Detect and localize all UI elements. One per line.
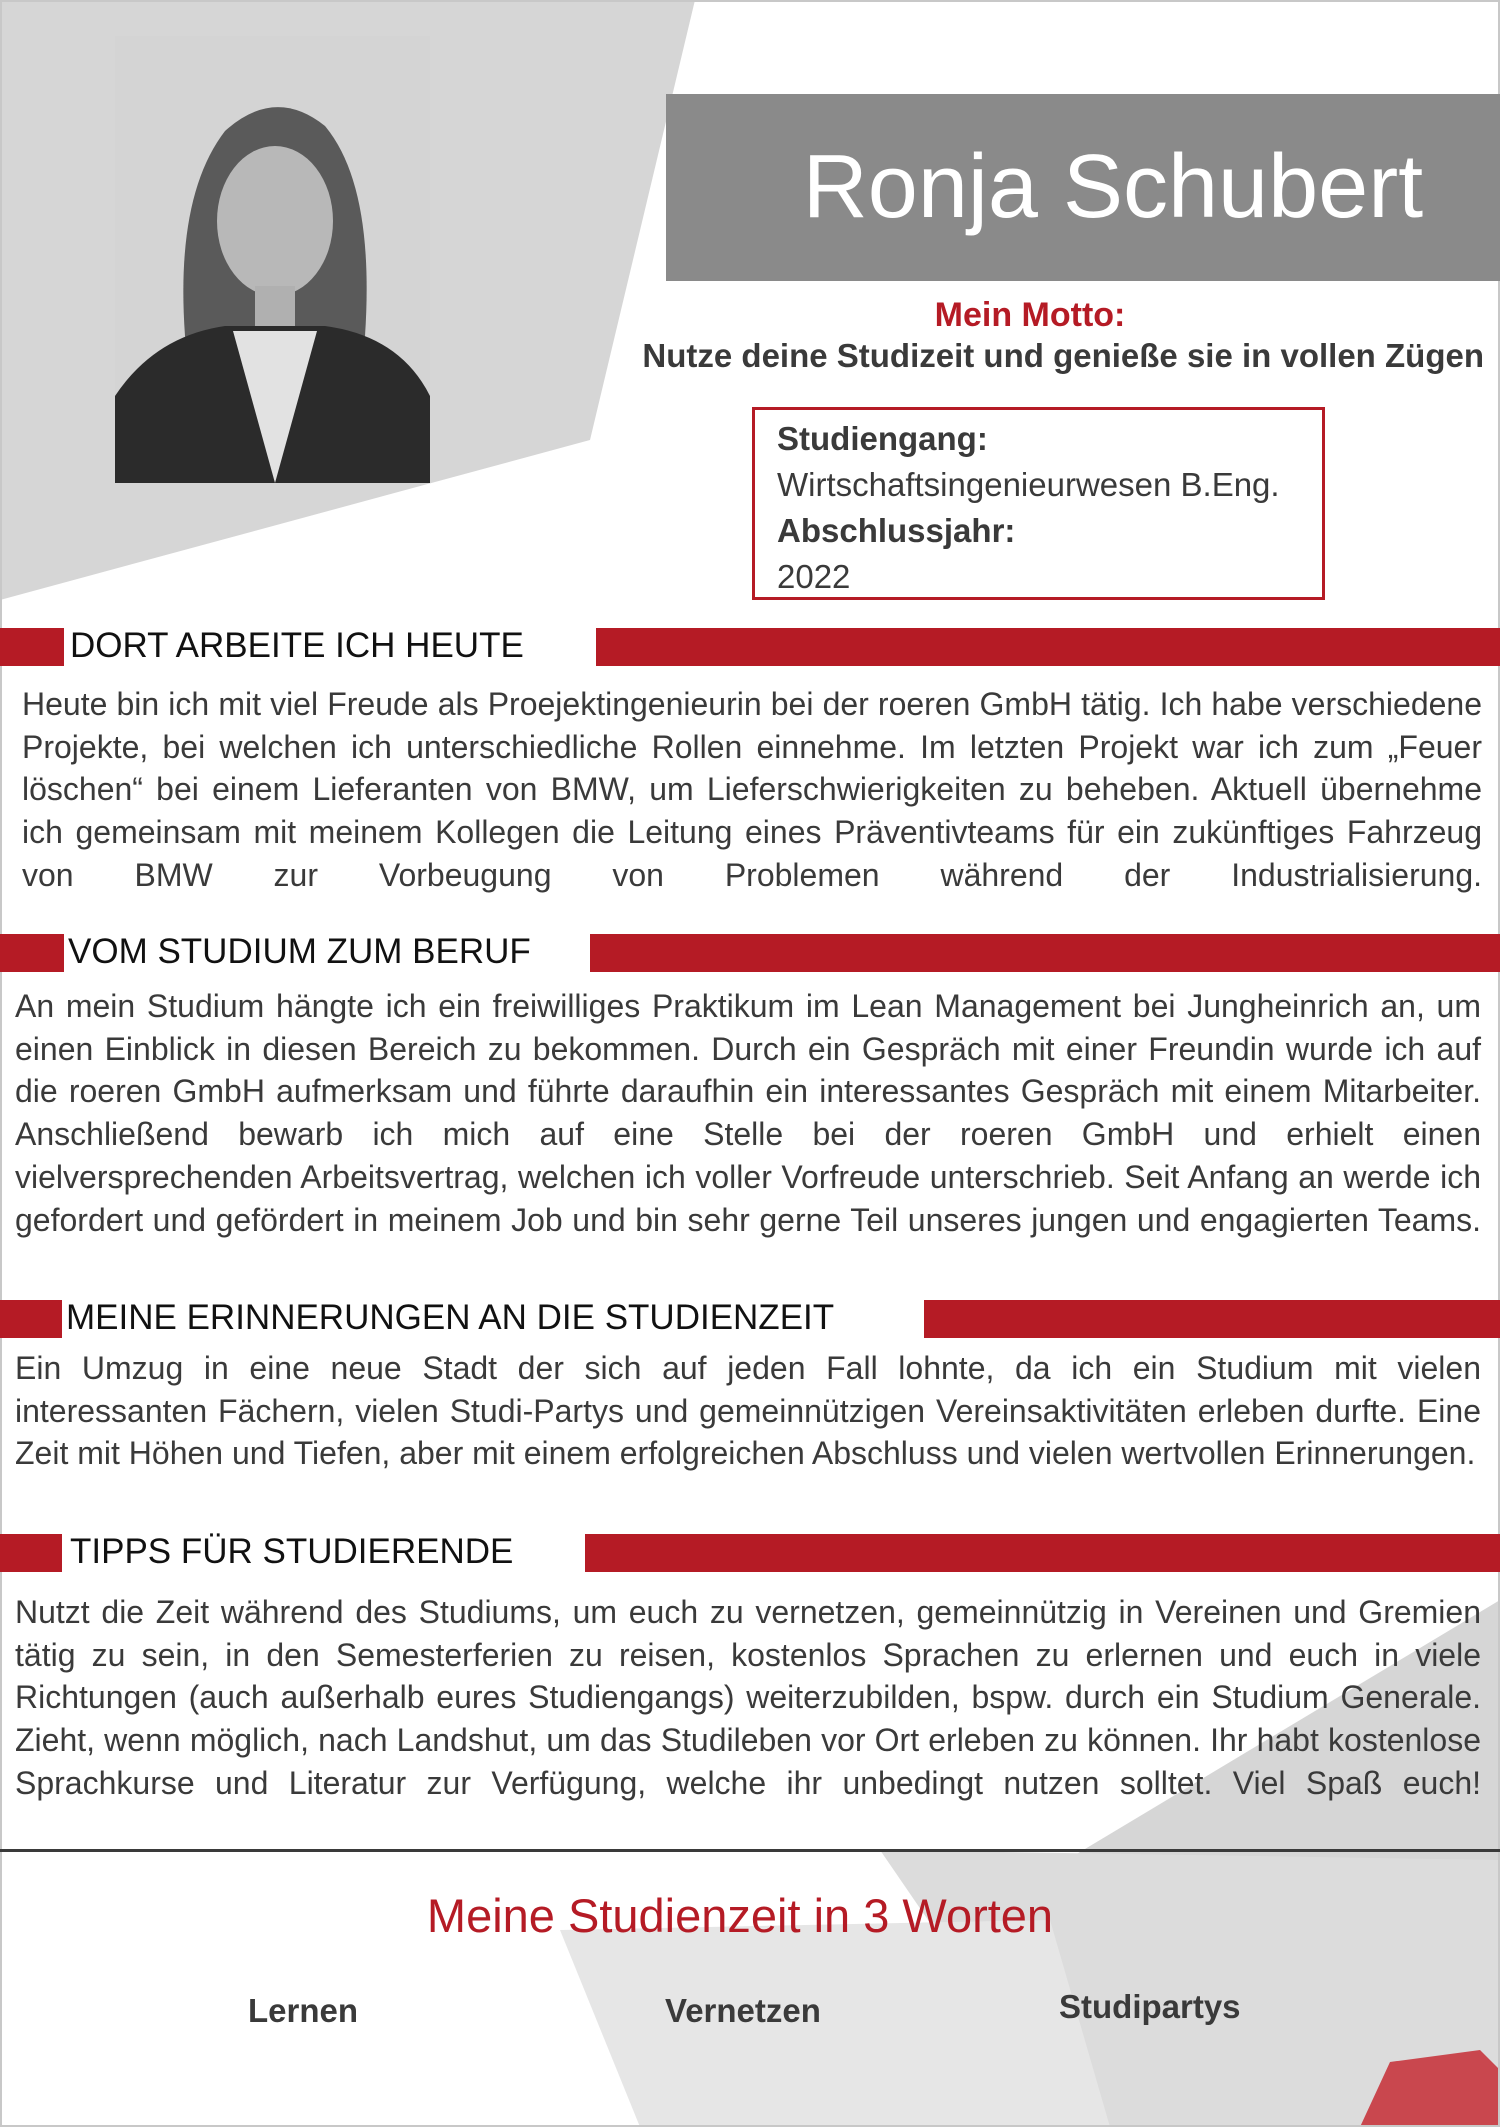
section-title: DORT ARBEITE ICH HEUTE xyxy=(70,626,524,665)
word-item: Studipartys xyxy=(1059,1988,1241,2025)
section-header-bar-left xyxy=(0,934,64,972)
section-title: VOM STUDIUM ZUM BERUF xyxy=(68,932,531,971)
name-banner xyxy=(666,94,1500,281)
motto-label: Mein Motto: xyxy=(934,296,1126,334)
section-header-bar-left xyxy=(0,1534,62,1572)
section-header-bar-right xyxy=(585,1534,1500,1572)
section-title: MEINE ERINNERUNGEN AN DIE STUDIENZEIT xyxy=(66,1298,835,1337)
divider-line xyxy=(0,1849,1500,1852)
section-header-career xyxy=(0,930,1500,974)
person-name: Ronja Schubert xyxy=(802,137,1424,237)
graduation-label: Abschlussjahr: xyxy=(777,512,1016,549)
study-info-box xyxy=(752,407,1325,600)
section-header-tips xyxy=(0,1530,1500,1574)
section-header-bar-right xyxy=(924,1300,1500,1338)
section-header-bar-right xyxy=(596,628,1500,666)
motto-text: Nutze deine Studizeit und genieße sie in vollen Zügen xyxy=(642,337,1484,374)
section-text-memories: Ein Umzug in eine neue Stadt der sich auf jeden Fall lohnte, da ich ein Studium mit vielen interessanten Fächern, vielen Studi-Partys und gemeinnützigen Vereinsaktivitäten erleben durfte. Eine Zeit mit Höhen und Tiefen, aber mit einem erfolgreichen Abschluss und vielen wertvollen Erinnerungen. xyxy=(15,1350,1481,1472)
program-value: Wirtschaftsingenieurwesen B.Eng. xyxy=(777,466,1280,503)
portrait-photo xyxy=(115,36,430,483)
section-text-career: An mein Studium hängte ich ein freiwilliges Praktikum im Lean Management bei Jungheinrich an, um einen Einblick in diesen Bereich zu bekommen. Durch ein Gespräch mit einer Freundin wurde ich auf die roeren GmbH aufmerksam und führte daraufhin ein interessantes Gespräch mit einem Mitarbeiter. Anschließend bewarb ich mich auf eine Stelle bei der roeren GmbH und erhielt einen vielversprechenden Arbeitsvertrag, welchen ich voller Vorfreude unterschrieb. Seit Anfang an werde ich gefordert und gefördert in meinem Job und bin sehr gerne Teil unseres jungen und engagierten Teams. xyxy=(15,988,1481,1238)
section-header-bar-left xyxy=(0,1300,62,1338)
section-header-bar-left xyxy=(0,628,64,666)
graduation-value: 2022 xyxy=(777,558,851,595)
word-item: Lernen xyxy=(248,1992,359,2029)
section-header-work xyxy=(0,624,1500,668)
word-item: Vernetzen xyxy=(665,1992,821,2029)
section-title: TIPPS FÜR STUDIERENDE xyxy=(70,1532,514,1571)
section-header-memories xyxy=(0,1296,1500,1340)
section-text-tips: Nutzt die Zeit während des Studiums, um euch zu vernetzen, gemeinnützig in Vereinen und Gremien tätig zu sein, in den Semesterferien zu reisen, kostenlos Sprachen zu erlernen und euch in viele Richtungen (auch außerhalb eures Studiengangs) weiterzubilden, bspw. durch ein Studium Generale. Zieht, wenn möglich, nach Landshut, um das Studileben vor Ort erleben zu können. Ihr habt kostenlose Sprachkurse und Literatur zur Verfügung, welche ihr unbedingt nutzen solltet. Viel Spaß euch! xyxy=(15,1594,1481,1801)
program-label: Studiengang: xyxy=(777,420,988,457)
three-words-title: Meine Studienzeit in 3 Worten xyxy=(426,1889,1054,1942)
section-text-work: Heute bin ich mit viel Freude als Proejektingenieurin bei der roeren GmbH tätig. Ich habe verschiedene Projekte, bei welchen ich unterschiedliche Rollen einnehme. Im letzten Projekt war ich zum „Feuer löschen“ bei einem Lieferanten von BMW, um Lieferschwierigkeiten zu beheben. Aktuell übernehme ich gemeinsam mit meinem Kollegen die Leitung eines Präventivteams für ein zukünftiges Fahrzeug von BMW zur Vorbeugung von Problemen während der Industrialisierung. xyxy=(22,686,1482,893)
section-header-bar-right xyxy=(590,934,1500,972)
